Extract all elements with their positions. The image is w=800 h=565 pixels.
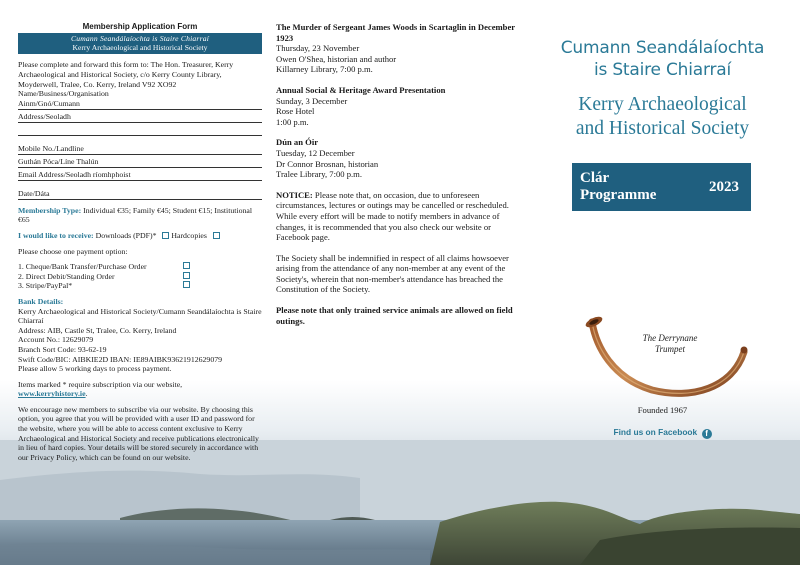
banner-english-name: Kerry Archaeological and Historical Society — [72, 43, 208, 52]
event-item — [276, 137, 524, 179]
notice-label: NOTICE: — [276, 189, 313, 200]
event-item — [276, 85, 524, 127]
gaelic-name-line: Cumann Seandálaíochta — [560, 38, 765, 58]
event-title: Annual Social & Heritage Award Presentation — [276, 84, 446, 95]
event-item — [276, 22, 524, 75]
address-field-label: Address/Seoladh — [18, 111, 71, 121]
guthan-field-label: Guthán Póca/Líne Thalún — [18, 156, 99, 166]
name-field-label: Name/Business/Organisation — [18, 89, 109, 99]
payment-option-label: 1. Cheque/Bank Transfer/Purchase Order — [18, 262, 147, 272]
events-panel — [276, 22, 524, 336]
form-title: Membership Application Form — [82, 22, 198, 31]
trumpet-caption — [630, 333, 710, 355]
derrynane-trumpet-image — [582, 316, 752, 402]
date-field[interactable] — [18, 189, 262, 200]
ainm-field-label: Ainm/Gnó/Cumann — [18, 98, 80, 108]
event-title: The Murder of Sergeant James Woods in Scartaglin in December 1923 — [276, 22, 515, 43]
payment-option-label: 3. Stripe/PayPal* — [18, 281, 73, 291]
facebook-icon[interactable]: f — [702, 429, 712, 439]
gaelic-name-line: is Staire Chiarraí — [593, 60, 732, 80]
event-line: Rose Hotel — [276, 106, 315, 117]
english-name-line: and Historical Society — [575, 118, 750, 139]
event-line: Tralee Library, 7:00 p.m. — [276, 169, 362, 180]
event-line: Owen O'Shea, historian and author — [276, 53, 397, 64]
address-field[interactable] — [18, 112, 262, 123]
programme-year: 2023 — [709, 178, 739, 195]
bank-line: Account No.: 12629079 — [18, 335, 94, 345]
mobile-field[interactable] — [18, 144, 262, 155]
programme-word: Programme — [580, 187, 657, 203]
event-line: 1:00 p.m. — [276, 116, 309, 127]
guthan-field[interactable] — [18, 157, 262, 168]
receive-label: I would like to receive: — [18, 230, 94, 240]
founded-year: Founded 1967 — [637, 405, 688, 415]
indemnity-paragraph: The Society shall be indemnified in respect of all claims howsoever arising from the attendance of any non-member at any event of the Society's, wherein that non-member's attendance has breached the Constitution of the Society. — [276, 252, 509, 295]
website-link[interactable]: www.kerryhistory.ie — [18, 389, 86, 399]
encourage-text: We encourage new members to subscribe via our website. By choosing this option, you agree that you will be provided with a user ID and password for the website, where you will be able to access content exclusive to Kerry Archaeological and Historical Society and receive publications electronically in lieu of hard copies. Your details will be stored securely in accordance with our Privacy Policy, which can be found on our website. — [18, 404, 259, 462]
form-banner — [18, 33, 262, 55]
membership-form-panel — [18, 22, 262, 462]
membership-types-label: Membership Type: — [18, 205, 82, 215]
bank-details-label: Bank Details: — [18, 296, 64, 306]
payment-option-checkbox[interactable] — [183, 272, 190, 279]
receive-hardcopies-label: Hardcopies — [169, 230, 209, 240]
bank-line: Please allow 5 working days to process payment. — [18, 364, 172, 374]
english-name-line: Kerry Archaeological — [578, 94, 747, 115]
animals-notice: Please note that only trained service animals are allowed on field outings. — [276, 305, 513, 326]
membership-types-text: Individual €35; Family €45; Student €15; Institutional €65 — [18, 205, 253, 225]
receive-downloads-label: Downloads (PDF)* — [93, 230, 159, 240]
mobile-field-label: Mobile No./Landline — [18, 143, 84, 153]
event-line: Dr Connor Brosnan, historian — [276, 158, 379, 169]
bank-details — [18, 297, 262, 374]
bank-line: Kerry Archaeological and Historical Society/Cumann Seandálaíochta is Staire Chiarraí — [18, 306, 262, 326]
subscription-note — [18, 380, 262, 399]
membership-types — [18, 206, 262, 225]
ainm-field[interactable] — [18, 99, 262, 110]
english-society-name — [540, 93, 785, 141]
programme-label — [580, 170, 656, 204]
payment-prompt: Please choose one payment option: — [18, 246, 128, 256]
trumpet-caption-line: The Derrynane — [642, 333, 698, 343]
form-intro: Please complete and forward this form to: The Hon. Treasurer, Kerry Archaeological and Historical Society, c/o Kerry County Library, Moyderwell, Tralee, Co. Kerry, Ireland V92 XO92 — [18, 60, 234, 89]
facebook-link[interactable] — [540, 427, 785, 439]
clar-label: Clár — [580, 170, 610, 186]
event-line: Sunday, 3 December — [276, 95, 348, 106]
facebook-link-text[interactable]: Find us on Facebook — [613, 427, 698, 437]
event-line: Tuesday, 12 December — [276, 147, 355, 158]
email-field-label: Email Address/Seoladh ríomhphoist — [18, 169, 131, 179]
event-line: Thursday, 23 November — [276, 43, 360, 54]
bank-line: Branch Sort Code: 93-62-19 — [18, 344, 107, 354]
hardcopies-checkbox[interactable] — [213, 232, 220, 239]
banner-gaelic-name: Cumann Seandálaíochta is Staire Chiarraí — [70, 33, 210, 43]
subscription-text: Items marked * require subscription via our website, — [18, 379, 183, 389]
payment-option-checkbox[interactable] — [183, 281, 190, 288]
bank-line: Address: AIB, Castle St, Tralee, Co. Kerry, Ireland — [18, 325, 177, 335]
payment-option-row[interactable] — [18, 272, 190, 282]
receive-options — [18, 231, 262, 241]
email-field[interactable] — [18, 170, 262, 181]
payment-option-label: 2. Direct Debit/Standing Order — [18, 271, 115, 281]
event-title: Dún an Óir — [276, 137, 319, 148]
programme-banner — [572, 163, 751, 211]
payment-option-row[interactable] — [18, 281, 190, 291]
bank-line: Swift Code/BIC: AIBKIE2D IBAN: IE89AIBK93621912629079 — [18, 354, 223, 364]
payment-option-checkbox[interactable] — [183, 262, 190, 269]
event-line: Killarney Library, 7:00 p.m. — [276, 64, 373, 75]
gaelic-society-name — [540, 37, 785, 81]
notice-text: Please note that, on occasion, due to unforeseen circumstances, lectures or outings may be cancelled or rescheduled. While every effort will be made to notify members in advance of changes, it is recommended that you also check our website or Facebook page. — [276, 189, 509, 243]
address-field-extra[interactable] — [18, 125, 262, 136]
website-link-end: . — [85, 389, 88, 399]
date-field-label: Date/Dáta — [18, 188, 50, 198]
payment-options — [18, 262, 262, 291]
payment-option-row[interactable] — [18, 262, 190, 272]
notice-paragraph — [276, 190, 524, 243]
trumpet-caption-line: Trumpet — [654, 344, 685, 354]
